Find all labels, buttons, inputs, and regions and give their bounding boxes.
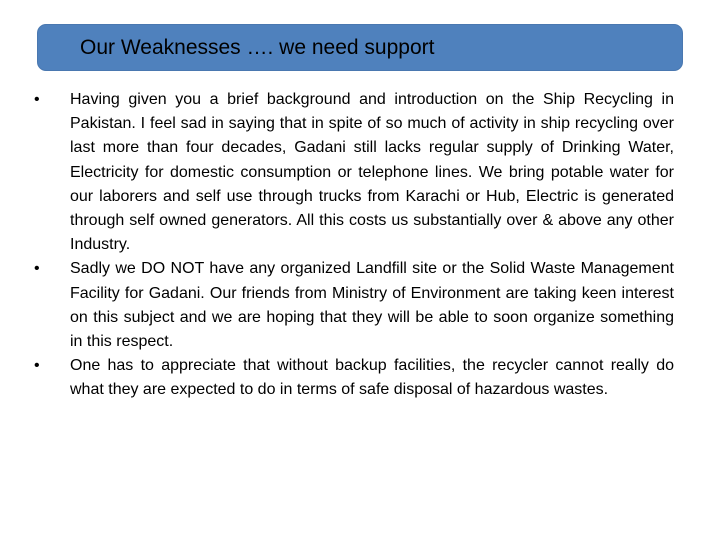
bullet-item [34,354,674,402]
bullet-dot-icon: • [34,91,40,108]
slide-title: Our Weaknesses …. we need support [80,36,435,59]
bullet-item [34,257,674,354]
title-banner [37,24,683,71]
bullet-item [34,88,674,257]
bullet-text: Having given you a brief background and introduction on the Ship Recycling in Pakistan. I feel sad in saying that in spite of so much of activity in ship recycling over last more than four decades, Gadani still lacks regular supply of Drinking Water, Electricity for domestic consumption or telephone lines. We bring potable water for our laborers and self use through trucks from Karachi or Hub, Electric is generated through self owned generators. All this costs us substantially over & above any other Industry. [70,91,674,254]
bullet-list [34,88,674,403]
bullet-text: Sadly we DO NOT have any organized Landfill site or the Solid Waste Management Facility for Gadani. Our friends from Ministry of Environment are taking keen interest on this subject and we are hoping that they will be able to soon organize something in this respect. [70,260,674,351]
bullet-dot-icon: • [34,357,40,375]
bullet-dot-icon: • [34,260,40,278]
bullet-text: One has to appreciate that without backup facilities, the recycler cannot really do what they are expected to do in terms of safe disposal of hazardous wastes. [70,357,674,399]
